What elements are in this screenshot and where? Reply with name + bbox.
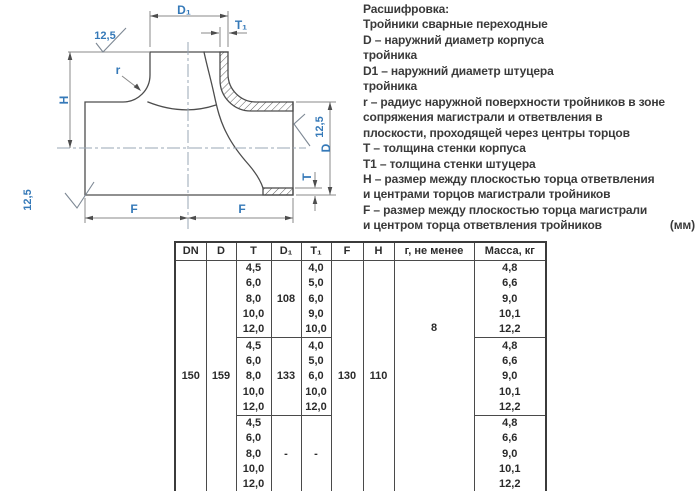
table-cell: 9,0 (474, 369, 546, 384)
legend-line: D – наружний диаметр корпуса (363, 32, 544, 47)
legend-title: Расшифровка: (363, 2, 449, 16)
table-cell: 12,2 (474, 400, 546, 416)
legend-line: плоскости, проходящей через центры торцов (363, 125, 630, 140)
label-roughness-top: 12,5 (94, 30, 116, 42)
table-cell: 130 (331, 261, 363, 491)
column-header: T₁ (301, 242, 331, 261)
leader-arrow (134, 84, 141, 91)
table-cell: - (301, 415, 331, 491)
legend-line: F – размер между плоскостью торца магистрали (363, 202, 648, 217)
label-t: T (300, 173, 314, 181)
table-cell: 4,5 (236, 338, 271, 354)
table-cell: 10,0 (236, 307, 271, 322)
table-cell: 12,2 (474, 322, 546, 338)
label-roughness-right: 12,5 (314, 116, 326, 138)
dimension-lines (68, 11, 336, 223)
table-cell: 5,0 (301, 276, 331, 291)
table-cell: 12,0 (236, 400, 271, 416)
table-cell: 110 (363, 261, 394, 491)
table-cell: 4,0 (301, 338, 331, 354)
legend-line: тройника (363, 48, 418, 63)
table-cell: 9,0 (301, 307, 331, 322)
table-cell: 4,8 (474, 261, 546, 277)
legend-line: T1 – толщина стенки штуцера (363, 156, 536, 171)
table-cell: 8,0 (236, 292, 271, 307)
table-cell: 12,2 (474, 477, 546, 491)
legend-line: D1 – наружний диаметр штуцера (363, 63, 554, 78)
table-cell: 6,0 (236, 431, 271, 446)
table-cell: 108 (271, 261, 301, 338)
table-cell: 10,0 (236, 384, 271, 399)
table-cell: - (271, 415, 301, 491)
table-cell: 6,0 (236, 354, 271, 369)
table-cell: 8,0 (236, 369, 271, 384)
legend-line: T – толщина стенки корпуса (363, 141, 526, 156)
table-cell: 6,0 (301, 369, 331, 384)
table-cell: 12,0 (236, 322, 271, 338)
legend-line: и центрами торцов магистрали тройников (363, 187, 611, 202)
column-header: Масса, кг (474, 242, 546, 261)
table-cell: 8,0 (236, 447, 271, 462)
column-header: F (331, 242, 363, 261)
tee-technical-drawing (0, 0, 360, 240)
table-cell: 4,5 (236, 261, 271, 277)
legend-line: r – радиус наружной поверхности тройников в зоне (363, 94, 665, 109)
table-cell: 9,0 (474, 447, 546, 462)
section-hatch-branch (220, 52, 293, 111)
column-header: T (236, 242, 271, 261)
legend-line: Тройники сварные переходные (363, 17, 548, 32)
table-cell: 6,6 (474, 354, 546, 369)
table-cell: 6,6 (474, 276, 546, 291)
table-cell: 6,0 (236, 276, 271, 291)
label-d: D (319, 143, 333, 153)
table-row (175, 261, 546, 277)
table-cell: 10,0 (301, 322, 331, 338)
table-cell: 12,0 (236, 477, 271, 491)
legend-lines (363, 17, 697, 233)
table-cell: 10,1 (474, 462, 546, 477)
units-label: (мм) (669, 218, 695, 233)
label-h: H (57, 95, 71, 105)
legend-line: H – размер между плоскостью торца ответвления (363, 171, 655, 186)
label-d1: D₁ (177, 3, 191, 17)
table-cell: 10,0 (236, 462, 271, 477)
label-t1: T₁ (234, 18, 248, 32)
column-header: D₁ (271, 242, 301, 261)
table-cell: 4,8 (474, 415, 546, 431)
table-cell: 12,0 (301, 400, 331, 416)
table-cell: 8 (394, 261, 474, 491)
table-cell: 5,0 (301, 354, 331, 369)
table-cell: 4,5 (236, 415, 271, 431)
section-hatch-bottom (263, 188, 293, 195)
table-cell: 9,0 (474, 292, 546, 307)
legend-line: тройника (363, 79, 418, 94)
saddle-curve (148, 102, 216, 110)
label-f-left: F (130, 202, 138, 216)
table-cell: 10,1 (474, 384, 546, 399)
column-header: D (206, 242, 236, 261)
column-header: H (363, 242, 394, 261)
label-roughness-bottom: 12,5 (22, 189, 34, 211)
table-cell: 150 (175, 261, 206, 491)
table-cell: 6,6 (474, 431, 546, 446)
label-f-right: F (238, 202, 246, 216)
table-cell: 10,0 (301, 384, 331, 399)
table-cell: 133 (271, 338, 301, 415)
table-cell: 159 (206, 261, 236, 491)
break-line (204, 52, 263, 188)
table-cell: 6,0 (301, 292, 331, 307)
legend-line: сопряжения магистрали и ответвления в (363, 110, 603, 125)
table-cell: 4,0 (301, 261, 331, 277)
spec-table (174, 241, 547, 491)
legend-line: и центром торца ответвления тройников (мм) (363, 218, 695, 233)
column-header: DN (175, 242, 206, 261)
table-cell: 10,1 (474, 307, 546, 322)
column-header: г, не менее (394, 242, 474, 261)
table-cell: 4,8 (474, 338, 546, 354)
table-header-row (175, 242, 546, 261)
roughness-mark-right (294, 114, 310, 146)
label-r: r (115, 63, 121, 77)
legend (363, 2, 697, 234)
